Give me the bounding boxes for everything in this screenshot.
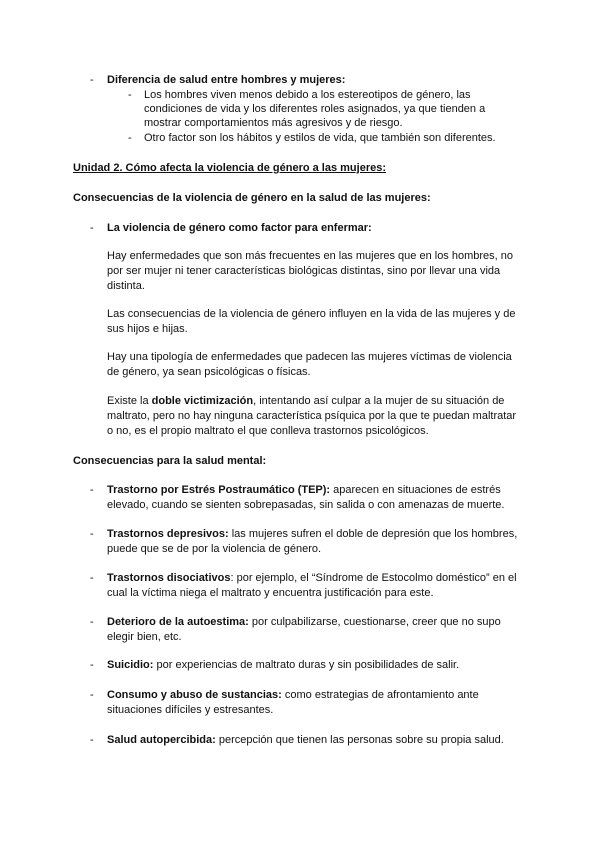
mental-item: Trastorno por Estrés Postraumático (TEP): aparecen en situaciones de estrés: [107, 484, 501, 496]
paragraph-line: de género, ya sean psicológicas o físicas.: [107, 366, 311, 378]
unit-title: Unidad 2. Cómo afecta la violencia de género a las mujeres:: [73, 162, 386, 174]
consequences-title: Consecuencias de la violencia de género en la salud de las mujeres:: [73, 192, 431, 204]
mental-item-line2: elevado, cuando se sienten sobrepasadas, sin salida o con amenazas de muerte.: [107, 499, 505, 511]
sub-bullet-text: condiciones de vida y los diferentes roles asignados, ya que tienden a: [144, 103, 486, 115]
paragraph-line: Las consecuencias de la violencia de género influyen en la vida de las mujeres y de: [107, 308, 516, 320]
bullet-dash: -: [90, 74, 94, 86]
factor-heading: La violencia de género como factor para enfermar:: [107, 222, 372, 234]
paragraph-line: por ser mujer ni tener características biológicas distintas, sino por llevar una vida: [107, 265, 501, 277]
paragraph-line: Existe la doble victimización, intentando así culpar a la mujer de su situación de: [107, 395, 505, 407]
mental-item-line2: cual la víctima niega el maltrato y encuentra justificación para este.: [107, 587, 434, 599]
bullet-dash: -: [90, 484, 94, 496]
mental-health-title: Consecuencias para la salud mental:: [73, 455, 267, 467]
paragraph-line: Hay una tipología de enfermedades que padecen las mujeres víctimas de violencia: [107, 351, 512, 363]
mental-item: Trastornos disociativos: por ejemplo, el “Síndrome de Estocolmo doméstico” en el: [107, 572, 517, 584]
paragraph-line: maltrato, pero no hay ninguna característica psíquica por la que te puedan maltratar: [107, 410, 517, 422]
bullet-dash: -: [90, 734, 94, 746]
section-heading: Diferencia de salud entre hombres y mujeres:: [107, 74, 346, 86]
bullet-dash: -: [90, 616, 94, 628]
bullet-dash: -: [90, 689, 94, 701]
mental-item: Trastornos depresivos: las mujeres sufren el doble de depresión que los hombres,: [107, 528, 518, 540]
paragraph-line: o no, es el propio maltrato el que conlleva trastornos psicológicos.: [107, 425, 429, 437]
mental-item-line2: elegir bien, etc.: [107, 631, 182, 643]
paragraph-line: distinta.: [107, 280, 145, 292]
paragraph-line: Hay enfermedades que son más frecuentes en las mujeres que en los hombres, no: [107, 250, 514, 262]
bullet-dash: -: [90, 222, 94, 234]
bullet-dash: -: [90, 659, 94, 671]
mental-item: Salud autopercibida: percepción que tienen las personas sobre su propia salud.: [107, 734, 504, 746]
mental-item: Consumo y abuso de sustancias: como estrategias de afrontamiento ante: [107, 689, 479, 701]
sub-bullet-dash: -: [128, 89, 132, 101]
sub-bullet-dash: -: [128, 132, 132, 144]
mental-item: Suicidio: por experiencias de maltrato duras y sin posibilidades de salir.: [107, 659, 460, 671]
sub-bullet-text: mostrar comportamientos más agresivos y de riesgo.: [144, 117, 403, 129]
mental-item: Deterioro de la autoestima: por culpabilizarse, cuestionarse, creer que no supo: [107, 616, 501, 628]
bullet-dash: -: [90, 528, 94, 540]
mental-item-line2: puede que se de por la violencia de género.: [107, 543, 322, 555]
bullet-dash: -: [90, 572, 94, 584]
sub-bullet-text: Otro factor son los hábitos y estilos de vida, que también son diferentes.: [144, 132, 496, 144]
paragraph-line: sus hijos e hijas.: [107, 323, 188, 335]
sub-bullet-text: Los hombres viven menos debido a los estereotipos de género, las: [144, 89, 471, 101]
mental-item-line2: situaciones difíciles y estresantes.: [107, 704, 274, 716]
